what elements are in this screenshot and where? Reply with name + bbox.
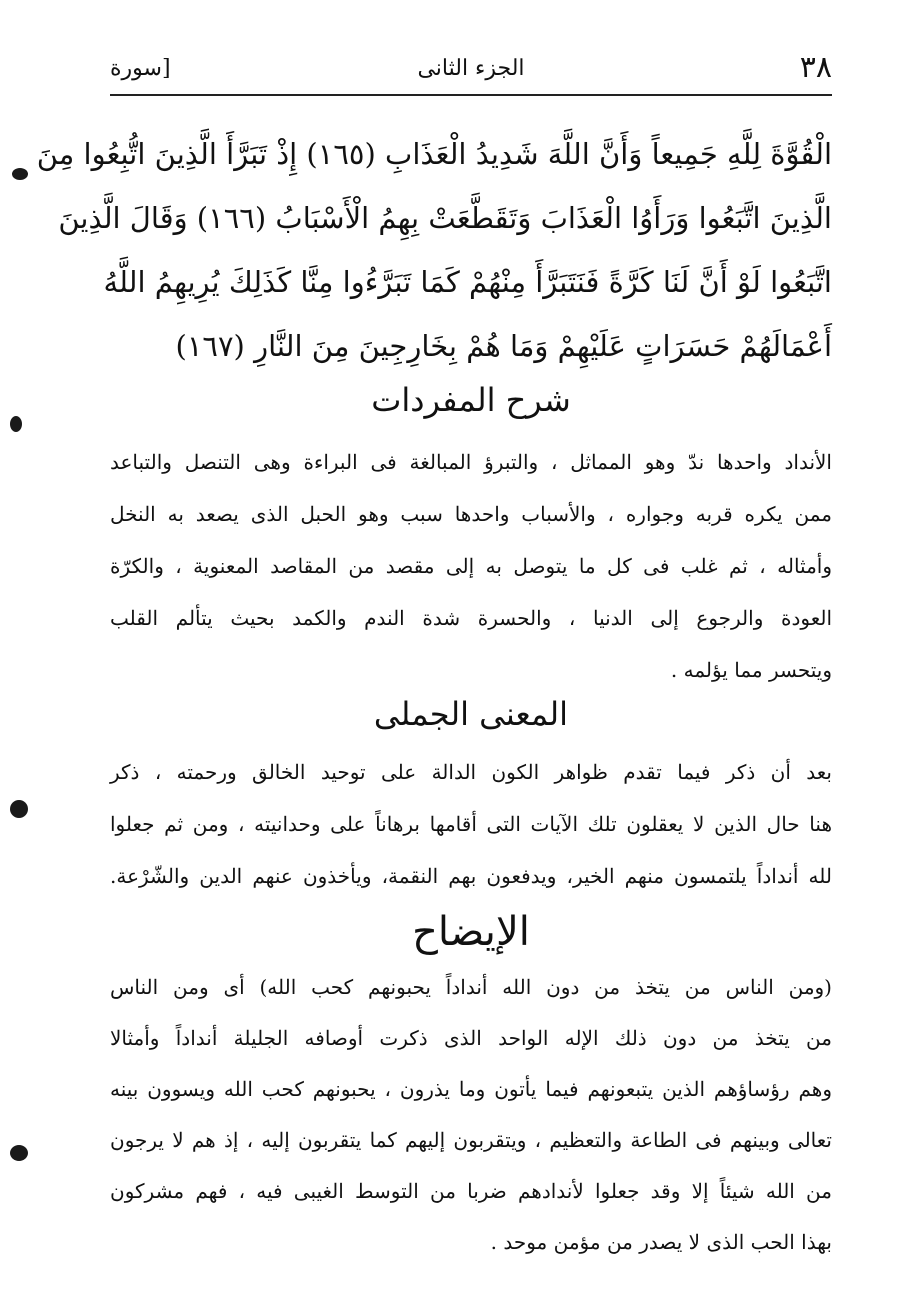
running-head: الجزء الثانى bbox=[417, 56, 525, 81]
section-label: [سورة bbox=[110, 56, 171, 81]
paragraph-line: وأمثاله ، ثم غلب فى كل ما يتوصل به إلى مقصد من المقاصد المعنوية ، والكرّة bbox=[110, 554, 832, 578]
mufradat-paragraph bbox=[110, 436, 832, 696]
heading-al-maana-al-jumali: المعنى الجملى bbox=[373, 695, 569, 733]
paragraph-line: من يتخذ من دون ذلك الإله الواحد الذى ذكرت أوصافه الجليلة أنداداً وأمثالا bbox=[110, 1026, 832, 1050]
verse-line: الَّذِينَ اتَّبَعُوا وَرَأَوُا الْعَذَابَ وَتَقَطَّعَتْ بِهِمُ الْأَسْبَابُ (١٦٦) وَقَالَ الَّذِينَ bbox=[58, 201, 832, 235]
paragraph-line: (ومن الناس من يتخذ من دون الله أنداداً يحبونهم كحب الله) أى ومن الناس bbox=[110, 975, 832, 999]
page-number: ٣٨ bbox=[799, 50, 832, 85]
scan-speck bbox=[10, 1145, 28, 1161]
paragraph-line: ممن يكره قربه وجواره ، والأسباب واحدها سبب وهو الحبل الذى يصعد به النخل bbox=[110, 502, 832, 526]
verse-line: الْقُوَّةَ لِلَّهِ جَمِيعاً وَأَنَّ اللَّهَ شَدِيدُ الْعَذَابِ (١٦٥) إِذْ تَبَرَّأَ الَّذِينَ اتُّبِعُوا مِنَ bbox=[36, 137, 832, 171]
paragraph-line: بعد أن ذكر فيما تقدم ظواهر الكون الدالة على توحيد الخالق ورحمته ، ذكر bbox=[110, 760, 832, 784]
header-rule bbox=[110, 94, 832, 96]
paragraph-line: تعالى وبينهم فى الطاعة والتعظيم ، ويتقربون إليهم كما يتقربون إليه ، إذ هم لا يرجون bbox=[110, 1128, 832, 1152]
paragraph-line: العودة والرجوع إلى الدنيا ، والحسرة شدة الندم والكمد بحيث يتألم القلب bbox=[110, 606, 832, 630]
heading-al-idah: الإيضاح bbox=[412, 909, 530, 955]
paragraph-line: بهذا الحب الذى لا يصدر من مؤمن موحد . bbox=[490, 1230, 832, 1254]
page-header bbox=[110, 48, 832, 96]
paragraph-line: وهم رؤساؤهم الذين يتبعونهم فيما يأتون وما يذرون ، يحبونهم كحب الله ويسوون بينه bbox=[110, 1077, 832, 1101]
paragraph-line: لله أنداداً يلتمسون منهم الخير، ويدفعون بهم النقمة، ويأخذون عنهم الدين والشّرْعة. bbox=[110, 864, 832, 888]
quran-verse-block bbox=[36, 122, 832, 378]
heading-sharh-al-mufradat: شرح المفردات bbox=[371, 381, 571, 419]
paragraph-line: من الله شيئاً إلا وقد جعلوا لأندادهم ضربا من التوسط الغيبى فيه ، فهم مشركون bbox=[110, 1179, 832, 1203]
scan-speck bbox=[10, 416, 22, 432]
paragraph-line: ويتحسر مما يؤلمه . bbox=[670, 658, 832, 682]
maana-paragraph bbox=[110, 746, 832, 902]
verse-line: اتَّبَعُوا لَوْ أَنَّ لَنَا كَرَّةً فَنَتَبَرَّأَ مِنْهُمْ كَمَا تَبَرَّءُوا مِنَّا كَذَلِكَ يُرِيهِمُ اللَّهُ bbox=[103, 265, 832, 299]
verse-line: أَعْمَالَهُمْ حَسَرَاتٍ عَلَيْهِمْ وَمَا هُمْ بِخَارِجِينَ مِنَ النَّارِ (١٦٧) bbox=[175, 329, 832, 363]
idah-paragraph bbox=[110, 962, 832, 1268]
paragraph-line: الأنداد واحدها ندّ وهو المماثل ، والتبرؤ المبالغة فى البراءة وهى التنصل والتباعد bbox=[110, 450, 832, 474]
scan-speck bbox=[12, 168, 28, 180]
paragraph-line: هنا حال الذين لا يعقلون تلك الآيات التى أقامها برهاناً على وحدانيته ، ومن ثم جعلوا bbox=[110, 812, 832, 836]
scan-speck bbox=[10, 800, 28, 818]
